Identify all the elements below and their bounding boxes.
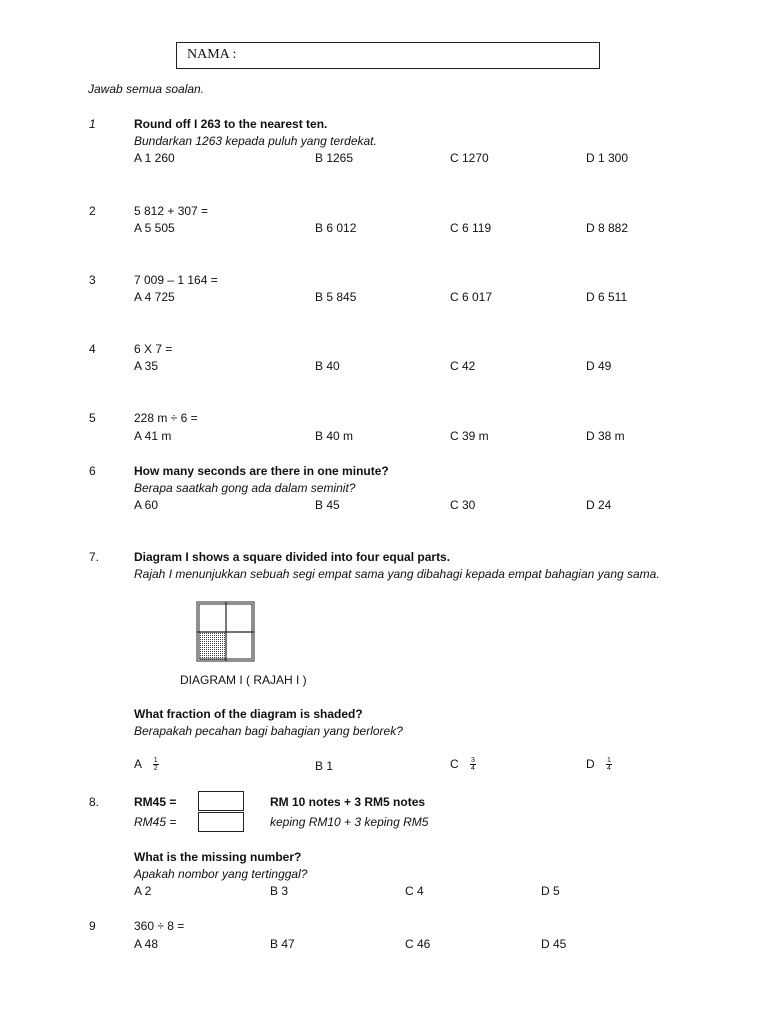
q8-option-c[interactable]: C 4 — [405, 884, 424, 898]
q8-line2-right: keping RM10 + 3 keping RM5 — [270, 815, 429, 829]
q7-option-a-denominator: 2 — [153, 765, 158, 773]
q4-option-b[interactable]: B 40 — [315, 359, 340, 373]
q6-number: 6 — [89, 464, 96, 478]
q9-option-c[interactable]: C 46 — [405, 937, 431, 951]
q9-text: 360 ÷ 8 = — [134, 919, 185, 933]
q8-line2-left: RM45 = — [134, 815, 177, 829]
q7-option-c-denominator: 4 — [471, 765, 475, 773]
q8-number: 8. — [89, 795, 100, 809]
q9-option-b[interactable]: B 47 — [270, 937, 295, 951]
q1-number: 1 — [89, 117, 96, 131]
q4-number: 4 — [89, 342, 96, 356]
q2-option-b[interactable]: B 6 012 — [315, 221, 357, 235]
q8-option-d[interactable]: D 5 — [541, 884, 560, 898]
q7-option-c-fraction — [470, 757, 476, 772]
q4-option-c[interactable]: C 42 — [450, 359, 476, 373]
name-field[interactable] — [176, 42, 600, 69]
q8-answer-box-2[interactable] — [198, 812, 244, 832]
q3-text: 7 009 – 1 164 = — [134, 273, 218, 287]
q1-text-ms: Bundarkan 1263 kepada puluh yang terdekat. — [134, 134, 377, 148]
q5-option-d[interactable]: D 38 m — [586, 429, 625, 443]
q9-number: 9 — [89, 919, 96, 933]
q6-option-b[interactable]: B 45 — [315, 498, 340, 512]
q5-text: 228 m ÷ 6 = — [134, 411, 198, 425]
q7-option-c-label: C — [450, 757, 459, 771]
q7-diagram-caption: DIAGRAM I ( RAJAH I ) — [180, 673, 307, 687]
q3-option-c[interactable]: C 6 017 — [450, 290, 493, 304]
q7-option-a-fraction — [153, 757, 159, 772]
q7-option-b[interactable]: B 1 — [315, 759, 334, 773]
q3-option-b[interactable]: B 5 845 — [315, 290, 357, 304]
q8-question-en: What is the missing number? — [134, 850, 302, 864]
name-label: NAMA : — [187, 47, 237, 62]
q7-shaded-quarter — [199, 632, 226, 660]
q1-option-c[interactable]: C 1270 — [450, 151, 489, 165]
q5-number: 5 — [89, 411, 96, 425]
q3-option-d[interactable]: D 6 511 — [586, 290, 628, 304]
q7-option-c-numerator: 3 — [471, 757, 475, 765]
q3-option-a[interactable]: A 4 725 — [134, 290, 175, 304]
q7-option-d[interactable] — [586, 757, 612, 772]
q4-option-a[interactable]: A 35 — [134, 359, 159, 373]
instruction: Jawab semua soalan. — [88, 82, 205, 96]
q8-line1-left: RM45 = — [134, 795, 177, 809]
q6-text-en: How many seconds are there in one minute? — [134, 464, 389, 478]
q9-option-d[interactable]: D 45 — [541, 937, 567, 951]
q7-option-a-label: A — [134, 757, 142, 771]
q4-option-d[interactable]: D 49 — [586, 359, 612, 373]
q8-option-b[interactable]: B 3 — [270, 884, 289, 898]
q6-option-a[interactable]: A 60 — [134, 498, 159, 512]
q7-question-ms: Berapakah pecahan bagi bahagian yang berlorek? — [134, 724, 403, 738]
q2-option-c[interactable]: C 6 119 — [450, 221, 492, 235]
q7-number: 7. — [89, 550, 100, 564]
q5-option-b[interactable]: B 40 m — [315, 429, 354, 443]
q1-option-a[interactable]: A 1 260 — [134, 151, 175, 165]
q2-option-d[interactable]: D 8 882 — [586, 221, 629, 235]
q5-option-c[interactable]: C 39 m — [450, 429, 489, 443]
q7-option-d-numerator: 1 — [607, 757, 611, 765]
q7-option-d-fraction — [606, 757, 612, 772]
q4-text: 6 X 7 = — [134, 342, 173, 356]
q1-text-en: Round off I 263 to the nearest ten. — [134, 117, 328, 131]
q6-option-c[interactable]: C 30 — [450, 498, 476, 512]
q2-number: 2 — [89, 204, 96, 218]
q7-option-a-numerator: 1 — [153, 757, 158, 765]
q7-text-ms: Rajah I menunjukkan sebuah segi empat sama yang dibahagi kepada empat bahagian yang sama. — [134, 567, 660, 581]
q7-option-d-label: D — [586, 757, 595, 771]
q3-number: 3 — [89, 273, 96, 287]
q8-line1-right: RM 10 notes + 3 RM5 notes — [270, 795, 426, 809]
q5-option-a[interactable]: A 41 m — [134, 429, 172, 443]
q7-option-c[interactable] — [450, 757, 476, 772]
q9-option-a[interactable]: A 48 — [134, 937, 159, 951]
q8-option-a[interactable]: A 2 — [134, 884, 152, 898]
q7-option-a[interactable] — [134, 757, 159, 772]
q7-question-en: What fraction of the diagram is shaded? — [134, 707, 363, 721]
q1-option-d[interactable]: D 1 300 — [586, 151, 629, 165]
q1-option-b[interactable]: B 1265 — [315, 151, 354, 165]
q2-text: 5 812 + 307 = — [134, 204, 209, 218]
q7-diagram-square — [196, 601, 256, 663]
q6-option-d[interactable]: D 24 — [586, 498, 612, 512]
q8-answer-box-1[interactable] — [198, 791, 244, 811]
q7-text-en: Diagram I shows a square divided into four equal parts. — [134, 550, 451, 564]
q8-question-ms: Apakah nombor yang tertinggal? — [134, 867, 308, 881]
q6-text-ms: Berapa saatkah gong ada dalam seminit? — [134, 481, 356, 495]
q7-option-d-denominator: 4 — [607, 765, 611, 773]
q2-option-a[interactable]: A 5 505 — [134, 221, 175, 235]
